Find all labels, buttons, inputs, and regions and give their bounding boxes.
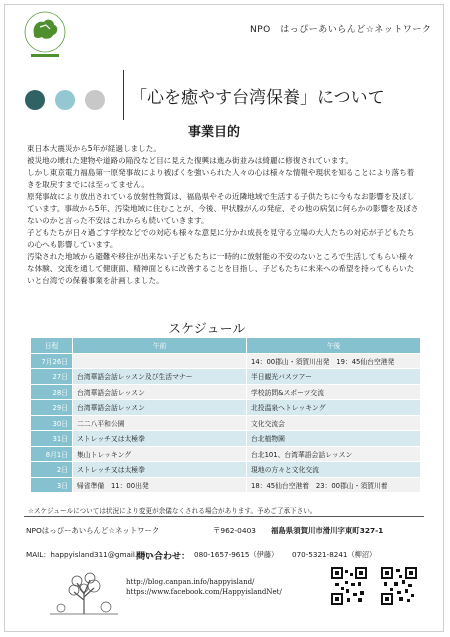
- schedule-day: 2日: [31, 462, 73, 478]
- schedule-pm: 現地の方々と文化交流: [247, 462, 421, 478]
- header-org-name: NPO はっぴーあいらんど☆ネットワーク: [250, 25, 432, 35]
- decor-dot-1: [25, 90, 45, 110]
- table-row: [31, 369, 421, 385]
- decor-dot-2: [55, 90, 75, 110]
- schedule-pm: 14：00郡山・須賀川出発 19：45仙台空港発: [247, 353, 421, 369]
- table-row: [31, 415, 421, 431]
- schedule-table: [30, 337, 421, 493]
- table-row: [31, 353, 421, 369]
- qr-code-facebook-icon: [381, 567, 417, 605]
- footer-postal: 〒962-0403: [213, 526, 256, 535]
- facebook-link[interactable]: https://www.facebook.com/HappyislandNet/: [126, 588, 282, 596]
- table-row: [31, 477, 421, 493]
- table-row: [31, 431, 421, 447]
- purpose-paragraph: 子どもたちが日々過ごす学校などでの対応も様々な意見に分かれ成長を見守る立場の大人たちの対応が子どもたちの心へも影響しています。: [27, 228, 415, 249]
- schedule-pm: 北投温泉へトレッキング: [247, 400, 421, 416]
- purpose-paragraph: 原発事故により放出されている放射性物質は、福島県やその近隣地域で生活する子供たちに今もなお影響を及ぼしています。事故から5年、汚染地域に住むことが、今後、甲状腺がんの発症、その他の病気に何らかの影響を及ぼさないのかと言った不安はこれからも続いていきます。: [27, 192, 419, 225]
- schedule-pm: 台北101、台湾華語会話レッスン: [247, 446, 421, 462]
- schedule-day: 31日: [31, 431, 73, 447]
- qr-code-blog-icon: [331, 567, 367, 605]
- table-row: [31, 446, 421, 462]
- schedule-day: 7月26日: [31, 353, 73, 369]
- schedule-day: 30日: [31, 415, 73, 431]
- schedule-am: 帰省準備 11：00出発: [73, 477, 247, 493]
- schedule-am: 二二八平和公園: [73, 415, 247, 431]
- purpose-paragraph: 汚染された地域から避難や移住が出来ない子どもたちに一時的に放射能の不安のないところで生活してもらい様々な体験、交流を通して健康面、精神面ともに改善することを目指し、子どもたちに未来への希望を持ってもらいたいと台湾での保養事業を計画しました。: [27, 252, 415, 285]
- footer-urls: [126, 577, 282, 597]
- contact-phone-ito: 080-1657-9615（伊藤）: [194, 550, 279, 559]
- footer-address: 福島県須賀川市滑川字東町327-1: [271, 526, 384, 535]
- footer-divider: [24, 516, 424, 517]
- schedule-am: 台湾華語会話レッスン: [73, 400, 247, 416]
- schedule-am: ストレッチ又は太極拳: [73, 462, 247, 478]
- table-row: [31, 462, 421, 478]
- schedule-heading: スケジュール: [168, 322, 246, 337]
- schedule-day: 29日: [31, 400, 73, 416]
- contact-label: 問い合わせ：: [136, 552, 191, 562]
- schedule-header-row: [31, 338, 421, 354]
- purpose-paragraph: しかし東京電力福島第一原発事故により被ばくを強いられた人々の心は様々な情報や現状を知ることにより落ち着きを取戻すまでには至ってません。: [27, 168, 415, 189]
- page-title: 「心を癒やす台湾保養」について: [130, 88, 385, 108]
- footer-mail: MAIL：happyisland311@gmail.com: [26, 550, 153, 559]
- schedule-day: 27日: [31, 369, 73, 385]
- schedule-pm: 学校訪問&スポーツ交流: [247, 384, 421, 400]
- schedule-note: ☆スケジュールについては状況により変更が余儀なくされる場合があります。予めご了承下さい。: [28, 507, 317, 515]
- decor-dot-3: [85, 90, 105, 110]
- contact-phone-yaginuma: 070-5321-8241（柳沼）: [292, 550, 377, 559]
- purpose-heading: 事業目的: [188, 125, 241, 140]
- title-divider: [123, 70, 124, 120]
- schedule-pm: 文化交流会: [247, 415, 421, 431]
- schedule-am: 台湾華語会話レッスン及び生活マナー: [73, 369, 247, 385]
- schedule-am: ストレッチ又は太極拳: [73, 431, 247, 447]
- schedule-am: 集山トレッキング: [73, 446, 247, 462]
- column-header-am: 午前: [73, 338, 247, 354]
- purpose-paragraph: 東日本大震災から5年が経過しました。: [27, 144, 161, 153]
- schedule-day: 28日: [31, 384, 73, 400]
- table-row: [31, 400, 421, 416]
- schedule-pm: 台北植物園: [247, 431, 421, 447]
- schedule-pm: 18：45仙台空港着 23：00郡山・須賀川着: [247, 477, 421, 493]
- island-logo-icon: [22, 10, 68, 62]
- schedule-am: 台湾華語会話レッスン: [73, 384, 247, 400]
- purpose-body: [27, 143, 419, 287]
- schedule-am: [73, 353, 247, 369]
- schedule-pm: 半日観光バスツアー: [247, 369, 421, 385]
- table-row: [31, 384, 421, 400]
- footer-org: NPOはっぴーあいらんど☆ネットワーク: [26, 526, 160, 535]
- column-header-date: 日程: [31, 338, 73, 354]
- blog-link[interactable]: http://blog.canpan.info/happyisland/: [126, 578, 255, 586]
- schedule-day: 8月1日: [31, 446, 73, 462]
- column-header-pm: 午後: [247, 338, 421, 354]
- purpose-paragraph: 被災地の壊れた建物や道路の陥没など目に見えた復興は進み街並みは綺麗に修復されています。: [27, 156, 353, 165]
- tree-illustration-icon: [46, 570, 122, 616]
- schedule-day: 3日: [31, 477, 73, 493]
